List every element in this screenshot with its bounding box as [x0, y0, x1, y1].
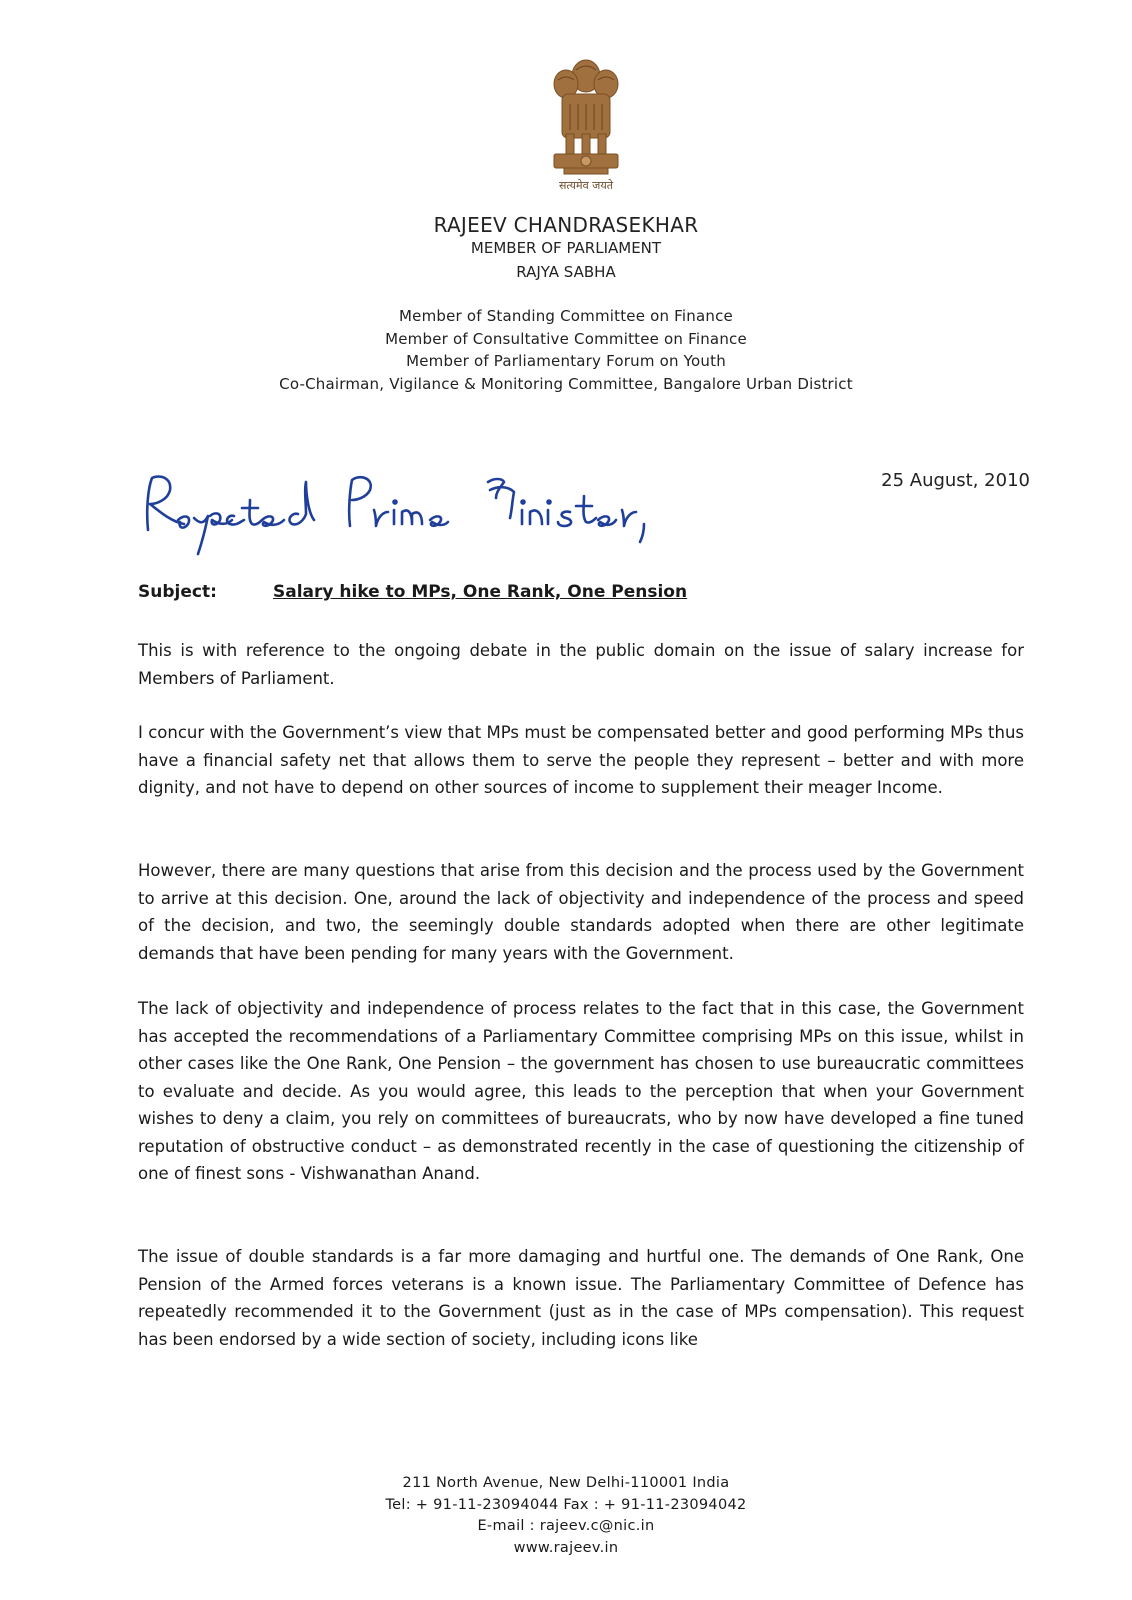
role-item: Member of Consultative Committee on Finance	[385, 329, 747, 348]
sender-title: MEMBER OF PARLIAMENT	[470, 239, 662, 257]
body-paragraph: This is with reference to the ongoing debate in the public domain on the issue of salary increase for Members of Parliament.	[138, 641, 1024, 688]
subject-line: Salary hike to MPs, One Rank, One Pension	[273, 582, 688, 602]
letter-date: 25 August, 2010	[881, 470, 1030, 491]
footer-address: 211 North Avenue, New Delhi-110001 India	[402, 1475, 730, 1491]
national-emblem-icon	[548, 54, 624, 192]
role-item: Member of Standing Committee on Finance	[399, 307, 733, 325]
handwritten-salutation	[138, 470, 698, 560]
body-paragraph: However, there are many questions that arise from this decision and the process used by the Government to arrive at this decision. One, around the lack of objectivity and independence of the process and speed of the decision, and two, the seemingly double standards adopted when there are other legitimate demands that have been pending for many years with the Government.	[138, 861, 1024, 963]
body-paragraph: The issue of double standards is a far more damaging and hurtful one. The demands of One Rank, One Pension of the Armed forces veterans is a known issue. The Parliamentary Committee of Defence has repeatedly recommended it to the Government (just as in the case of MPs compensation). This request has been endorsed by a wide section of society, including icons like	[138, 1247, 1024, 1349]
footer-phone-fax: Tel: + 91-11-23094044 Fax : + 91-11-23094042	[385, 1496, 747, 1513]
role-item: Co-Chairman, Vigilance & Monitoring Committee, Bangalore Urban District	[279, 374, 853, 393]
subject-label: Subject:	[138, 582, 217, 602]
sender-name: RAJEEV CHANDRASEKHAR	[433, 213, 699, 237]
body-paragraph: I concur with the Government’s view that MPs must be compensated better and good performing MPs thus have a financial safety net that allows them to serve the people they represent – better and with more dignity, and not have to depend on other sources of income to supplement their meager Income.	[138, 723, 1024, 797]
sender-roles	[0, 305, 1132, 395]
footer-email: E-mail : rajeev.c@nic.in	[477, 1518, 655, 1534]
letterhead-footer	[0, 1473, 1132, 1559]
emblem-motto: सत्यमेव जयते	[558, 179, 613, 192]
role-item: Member of Parliamentary Forum on Youth	[406, 352, 726, 370]
sender-house: RAJYA SABHA	[516, 263, 616, 281]
body-paragraph: The lack of objectivity and independence of process relates to the fact that in this case, the Government has accepted the recommendations of a Parliamentary Committee comprising MPs on this issue, whilst in other cases like the One Rank, One Pension – the government has chosen to use bureaucratic committees to evaluate and decide. As you would agree, this leads to the perception that when your Government wishes to deny a claim, you rely on committees of bureaucrats, who by now have developed a fine tuned reputation of obstructive conduct – as demonstrated recently in the case of questioning the citizenship of one of finest sons - Vishwanathan Anand.	[138, 999, 1024, 1183]
footer-website: www.rajeev.in	[513, 1539, 619, 1556]
